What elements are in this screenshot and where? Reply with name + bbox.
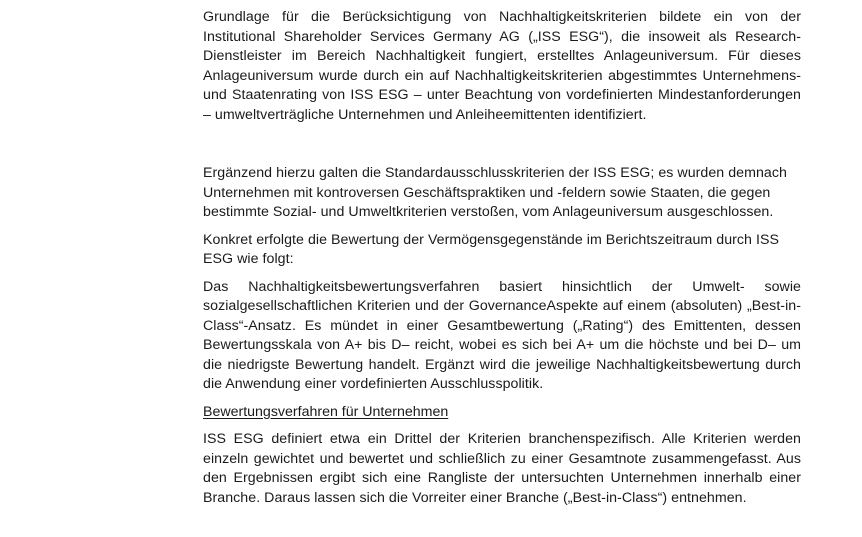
- paragraph-spacer: [203, 422, 801, 430]
- paragraph-spacer: [203, 125, 801, 164]
- paragraph-rating-method: Das Nachhaltigkeitsbewertungsverfahren basiert hinsichtlich der Umwelt- sowie sozialgesellschaftlichen Kriterien und der GovernanceAspekte auf einem (absoluten) „Best-in-Class“-Ansatz. Es mündet in einer Gesamtbewertung („Rating“) des Emittenten, dessen Bewertungsskala von A+ bis D– reicht, wobei es sich bei A+ um die höchste und bei D– um die niedrigste Bewertung handelt. Ergänzt wird die jeweilige Nachhaltigkeitsbewertung durch die Anwendung einer vordefinierten Ausschlusspolitik.: [203, 278, 801, 392]
- paragraph-spacer: [203, 395, 801, 403]
- paragraph-exclusion-criteria: Ergänzend hierzu galten die Standardausschlusskriterien der ISS ESG; es wurden demnach Unternehmen mit kontroversen Geschäftspraktiken und -feldern sowie Staaten, die gegen bestimmte Sozial- und Umweltkriterien verstoßen, vom Anlageuniversum ausgeschlossen.: [203, 165, 787, 220]
- paragraph-company-criteria: ISS ESG definiert etwa ein Drittel der Kriterien branchenspezifisch. Alle Kriterien werden einzeln gewichtet und bewertet und schließlich zu einer Gesamtnote zusammengefasst. Aus den Ergebnissen ergibt sich eine Rangliste der untersuchten Unternehmen innerhalb einer Branche. Daraus lassen sich die Vorreiter einer Branche („Best-in-Class“) entnehmen.: [203, 431, 801, 506]
- paragraph-spacer: [203, 223, 801, 231]
- section-heading-companies: Bewertungsverfahren für Unternehmen: [203, 403, 449, 420]
- document-page: [203, 8, 801, 508]
- paragraph-iss-esg-universe: Grundlage für die Berücksichtigung von Nachhaltigkeitskriterien bildete ein von der Institutional Shareholder Services Germany AG („ISS ESG“), die insoweit als Research-Dienstleister im Bereich Nachhaltigkeit fungiert, erstelltes Anlageuniversum. Für dieses Anlageuniversum wurde durch ein auf Nachhaltigkeitskriterien abgestimmtes Unternehmens- und Staatenrating von ISS ESG – unter Beachtung von vordefinierten Mindestanforderungen – umweltverträgliche Unternehmen und Anleiheemittenten identifiziert.: [203, 9, 801, 123]
- paragraph-assessment-intro: Konkret erfolgte die Bewertung der Vermögensgegenstände im Berichtszeitraum durch ISS ESG wie folgt:: [203, 231, 780, 267]
- paragraph-spacer: [203, 270, 801, 278]
